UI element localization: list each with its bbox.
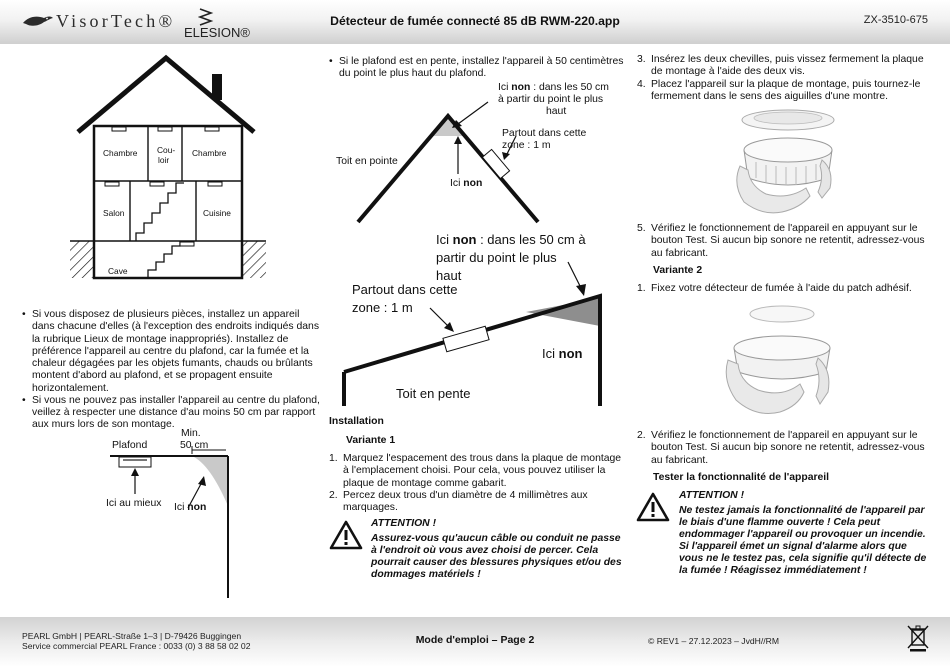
svg-text:Ici non : dans les 50 cm à: Ici non : dans les 50 cm à — [436, 232, 586, 247]
diagram-label-distance: 50 cm — [180, 440, 209, 451]
slope-label-no-prefix: Ici — [436, 232, 453, 247]
room-label: Salon — [103, 208, 125, 218]
company-info: PEARL GmbH | PEARL-Straße 1–3 | D-79426 Buggingen Service commercial PEARL France : 0033 (0) 3 88 58 02 02 — [22, 631, 251, 652]
visortech-bird-logo-icon — [22, 12, 54, 30]
sloped-roof-diagram — [330, 228, 626, 408]
peak-label-no-prefix: Ici — [498, 82, 512, 93]
list-item: 1. Fixez votre détecteur de fumée à l'aide du patch adhésif. — [637, 283, 912, 294]
diagram-label-no-prefix: Ici — [174, 502, 188, 513]
ceiling-distance-diagram — [100, 426, 240, 598]
page-footer — [0, 617, 950, 667]
warning-triangle-icon — [329, 520, 363, 550]
diagram-label-no: non — [187, 502, 207, 513]
peaked-roof-diagram — [330, 78, 626, 228]
svg-text:Ici non — [174, 502, 206, 513]
weee-crossed-bin-icon — [906, 624, 930, 652]
svg-text:partir du point le plus: partir du point le plus — [436, 250, 557, 265]
room-label: Chambre — [103, 148, 138, 158]
diagram-label-ceiling: Plafond — [112, 440, 148, 451]
warning-title: ATTENTION ! — [371, 518, 437, 529]
svg-text:Ici non : dans les 50 cm: Ici non : dans les 50 cm — [498, 82, 609, 93]
room-label: Cuisine — [203, 208, 231, 218]
peak-non: non — [463, 178, 483, 189]
warning-text: Ne testez jamais la fonctionnalité de l'appareil par le biais d'une flamme ouverte ! Cela peut endommager l'appareil ou provoquer un incendie. Si l'appareil émet un signal d'alarme alors que vous ne le testez pas, cela signifie qu'il détecte de la fumée ! Réagissez immédiatement ! — [679, 505, 927, 577]
adhesive-patch-illustration — [722, 300, 842, 426]
peak-label-no: non — [511, 82, 531, 93]
warning-title: ATTENTION ! — [679, 490, 745, 501]
elesion-mark-icon — [198, 7, 214, 27]
slope-ici: Ici — [542, 346, 559, 361]
svg-text:haut: haut — [546, 106, 567, 117]
document-title: Détecteur de fumée connecté 85 dB RWM-220.app — [330, 14, 620, 28]
svg-text:Ici non — [542, 346, 583, 361]
svg-text:Partout dans cette: Partout dans cette — [352, 282, 458, 297]
room-label: loir — [158, 155, 170, 165]
slope-non: non — [558, 346, 583, 361]
room-label: Cave — [108, 266, 128, 276]
list-item: 1. Marquez l'espacement des trous dans la plaque de montage à l'emplacement choisi. Pour cela, vous pouvez utiliser la plaque de montage comme gabarit. — [329, 453, 622, 489]
test-heading: Tester la fonctionnalité de l'appareil — [653, 472, 830, 483]
list-item: 3. Insérez les deux chevilles, puis vissez fermement la plaque de montage à l'aide des deux vis. — [637, 54, 924, 78]
page-header — [0, 0, 950, 44]
slope-caption: Toit en pente — [396, 386, 471, 401]
svg-text:à partir du point le plus: à partir du point le plus — [498, 94, 604, 105]
installation-steps — [329, 453, 625, 514]
slope-label-no: non — [452, 232, 477, 247]
svg-text:haut: haut — [436, 268, 462, 283]
diagram-label-best: Ici au mieux — [106, 498, 162, 509]
svg-text:zone : 1 m: zone : 1 m — [502, 140, 551, 151]
variante-1-heading: Variante 1 — [346, 435, 396, 446]
middle-bullet — [329, 56, 625, 81]
variante-2-step-1 — [637, 283, 927, 295]
svg-text:zone : 1 m: zone : 1 m — [352, 300, 413, 315]
variante-2-heading: Variante 2 — [653, 265, 703, 276]
list-item: • Si vous disposez de plusieurs pièces, installez un appareil dans chacune d'elles (à l'exception des endroits indiqués dans la rubrique Lieux de montage inappropriés). Installez de préférence l'appareil au centre du plafond, car la fumée et la chaleur dégagées par les objets fumants, chauds ou brûlants montent d'abord au plafond, et se propagent ensuite horizontalement. — [22, 309, 320, 395]
list-item: • Si le plafond est en pente, installez l'appareil à 50 centimètres du point le plus haut du plafond. — [329, 56, 625, 81]
diagram-label-min: Min. — [181, 428, 201, 439]
house-placement-diagram — [70, 52, 270, 287]
sub-brand-logo: ELESION® — [184, 25, 250, 40]
peak-caption: Toit en pointe — [336, 156, 398, 167]
room-label: Chambre — [192, 148, 227, 158]
list-item: 2. Vérifiez le fonctionnement de l'appareil en appuyant sur le bouton Test. Si aucun bip sonore ne retentit, adressez-vous au fabricant. — [637, 430, 925, 466]
variante-2-step-2 — [637, 430, 927, 467]
page-label: Mode d'emploi – Page 2 — [415, 634, 535, 646]
revision-info: © REV1 – 27.12.2023 – JvdH//RM — [648, 636, 780, 646]
detector-mounting-illustration — [722, 104, 852, 220]
list-item: 2. Percez deux trous d'un diamètre de 4 millimètres aux marquages. — [329, 489, 588, 514]
warning-triangle-icon — [636, 492, 670, 522]
mounting-steps — [637, 54, 927, 103]
list-item: 5. Vérifiez le fonctionnement de l'appareil en appuyant sur le bouton Test. Si aucun bip sonore ne retentit, adressez-vous au fabricant. — [637, 223, 925, 259]
step-5 — [637, 223, 927, 260]
peak-ici: Ici — [450, 178, 464, 189]
room-label: Cou- — [157, 145, 176, 155]
list-item: 4. Placez l'appareil sur la plaque de montage, puis tournez-le fermement dans le sens des aiguilles d'une montre. — [637, 78, 921, 102]
svg-text:Partout dans cette: Partout dans cette — [502, 128, 587, 139]
product-reference: ZX-3510-675 — [863, 14, 928, 26]
brand-logo: VisorTech® — [56, 11, 176, 31]
svg-text:Ici non — [450, 178, 482, 189]
left-bullets — [22, 309, 320, 432]
warning-text: Assurez-vous qu'aucun câble ou conduit ne passe à l'endroit où vous avez choisi de percer. Cela pourrait causer des blessures physiques et/ou des dommages matériels ! — [371, 533, 622, 581]
list-item: • Si vous ne pouvez pas installer l'appareil au centre du plafond, veillez à respecter une distance d'au moins 50 cm par rapport aux murs lors de son montage. — [22, 395, 320, 432]
installation-heading: Installation — [329, 416, 384, 427]
